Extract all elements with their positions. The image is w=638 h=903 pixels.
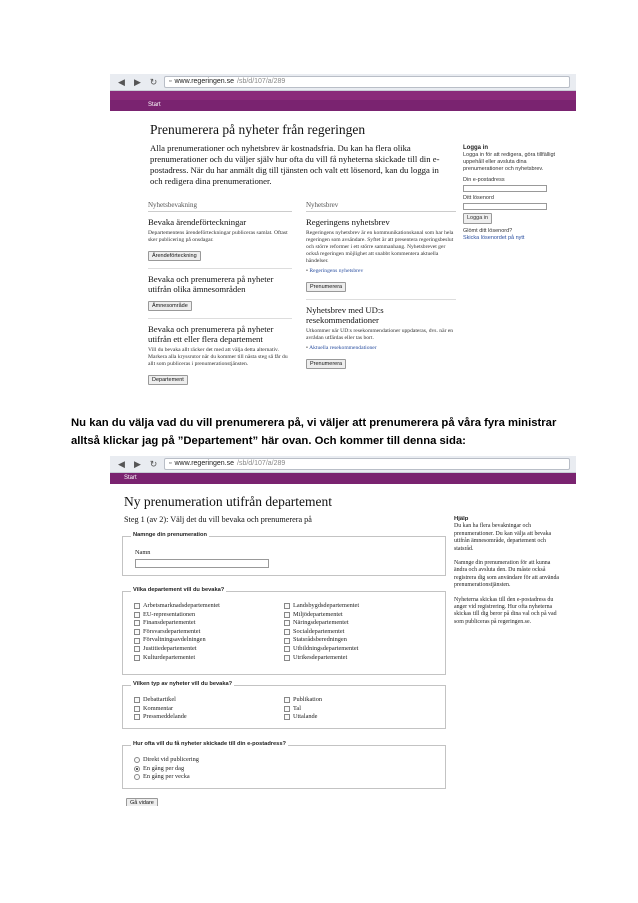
login-title: Logga in [463,145,488,151]
option-label: Kommentar [143,704,174,712]
option-label: Justitiedepartementet [143,644,197,652]
checkbox[interactable] [134,620,140,626]
department-button[interactable]: Departement [148,375,188,385]
newsletter-link[interactable]: • Regeringens nyhetsbrev [306,268,364,274]
block-text: Departementens ärendeförteckningar publiceras samlat. Oftast sker publicering på onsdagar. [148,230,288,243]
news-monitoring-column [148,201,292,386]
option-label: Arbetsmarknadsdepartementet [143,602,220,609]
nav-start[interactable]: Start [110,473,576,484]
name-input[interactable] [135,559,269,568]
option-label: Finansdepartementet [143,619,196,627]
address-bar[interactable] [164,76,570,88]
nav-start[interactable]: Start [110,100,576,111]
page-icon: ▫ [169,78,172,85]
checkbox-option[interactable] [134,636,284,645]
address-bar[interactable] [164,458,570,470]
column-header: Nyhetsbrev [306,201,456,212]
divider [148,318,292,319]
password-label: Ditt lösenord [463,195,494,201]
radio-button[interactable] [134,766,140,772]
url-host: www.regeringen.se [174,78,235,85]
help-paragraph: Nyheterna skickas till den e-postadress du anger vid registrering. Hur ofta nyheterna skickas till dig beror på dina val och på vad som publiceras på regeringen.se. [454,596,557,625]
radio-button[interactable] [134,757,140,763]
checkbox[interactable] [284,620,290,626]
checkbox-option[interactable] [284,645,434,654]
checkbox-option[interactable] [134,645,284,654]
checkbox-option[interactable] [134,619,284,628]
news-type-list-left [134,696,284,722]
checkbox[interactable] [284,612,290,618]
help-title: Hjälp [454,516,469,522]
block-text: Regeringens nyhetsbrev är en kommunikationskanal som har hela regeringen som avsändare. Syftet är att presentera regeringsbeslut och större reformer i ett större sammanhang. Nyhetsbrevet ger också regeringen möjlighet att snabbt kommentera aktuella händelser. [306,230,454,264]
option-label: Statsrådsberedningen [293,636,347,644]
browser-toolbar [110,456,576,473]
help-paragraph: Namnge din prenumeration för att kunna ändra och avsluta den. Du måste också registrera dig som användare för att använda prenumerationstjänsten. [454,560,560,589]
option-label: Utbildningsdepartementet [293,644,359,652]
checkbox-option[interactable] [284,628,434,637]
browser-toolbar [110,74,576,91]
checkbox-option[interactable] [134,696,284,705]
department-fieldset [122,587,446,675]
checkbox[interactable] [134,603,140,609]
checkbox[interactable] [284,706,290,712]
checkbox-option[interactable] [284,602,434,611]
checkbox[interactable] [284,714,290,720]
block-title: Regeringens nyhetsbrev [306,217,390,227]
page-title: Ny prenumeration utifrån departement [124,494,333,509]
forgot-password-text: Glömt ditt lösenord? [463,228,513,234]
email-label: Din e-postadress [463,177,505,183]
url-path: /sb/d/107/a/289 [237,460,286,467]
checkbox-option[interactable] [284,636,434,645]
reload-icon[interactable]: ↻ [149,458,158,469]
frequency-option[interactable] [134,756,199,765]
login-button[interactable]: Logga in [463,213,492,224]
checkbox-option[interactable] [284,696,434,705]
checkbox[interactable] [134,646,140,652]
divider [148,268,292,269]
subject-area-button[interactable]: Ämnesområde [148,301,192,311]
checkbox[interactable] [134,612,140,618]
email-field[interactable] [463,185,547,192]
option-label: EU-representationen [143,610,196,618]
login-text: Logga in för att redigera, göra tillfälligt uppehåll eller avsluta dina prenumerationer och nyhetsbrev. [463,152,556,172]
screenshot-subscription-start [110,74,576,386]
frequency-radios [134,756,199,782]
checkbox[interactable] [134,638,140,644]
checkbox-option[interactable] [134,602,284,611]
page-icon: ▫ [169,460,172,467]
checkbox-option[interactable] [284,705,434,714]
case-list-button[interactable]: Ärendeförteckning [148,251,201,261]
block-title: Bevaka och prenumerera på nyheter utifrån olika ämnesområden [148,274,274,294]
frequency-option[interactable] [134,765,199,774]
option-label: Uttalande [293,713,318,721]
checkbox-option[interactable] [284,713,434,722]
url-host: www.regeringen.se [174,460,235,467]
subscribe-button[interactable]: Prenumerera [306,282,346,292]
subscribe-button[interactable]: Prenumerera [306,359,346,369]
login-box [463,145,563,242]
next-button[interactable]: Gå vidare [126,798,158,806]
option-label: En gång per dag [143,764,185,772]
checkbox[interactable] [284,697,290,703]
checkbox[interactable] [134,629,140,635]
fieldset-legend: Hur ofta vill du få nyheter skickade till din e-postadress? [133,741,286,747]
checkbox-option[interactable] [284,619,434,628]
option-label: Debattartikel [143,696,176,703]
checkbox[interactable] [284,655,290,661]
radio-button[interactable] [134,774,140,780]
help-box [454,516,559,626]
back-icon[interactable]: ◀ [118,76,125,87]
option-label: Försvarsdepartementet [143,627,201,635]
news-type-checkboxes [134,696,434,722]
option-label: En gång per vecka [143,773,190,781]
checkbox[interactable] [134,697,140,703]
checkbox-option[interactable] [134,705,284,714]
frequency-option[interactable] [134,773,199,782]
forward-icon[interactable]: ▶ [134,458,141,469]
name-fieldset [122,532,446,576]
fieldset-legend: Vilken typ av nyheter vill du bevaka? [133,681,233,687]
block-title: Nyhetsbrev med UD:s resekommendationer [306,305,384,325]
checkbox[interactable] [284,629,290,635]
option-label: Pressmeddelande [143,713,187,721]
url-path: /sb/d/107/a/289 [237,78,286,85]
news-type-fieldset [122,681,446,729]
checkbox[interactable] [134,714,140,720]
checkbox-option[interactable] [134,713,284,722]
news-type-list-right [284,696,434,722]
block-title: Bevaka ärendeförteckningar [148,217,247,227]
fieldset-legend: Vilka departement vill du bevaka? [133,587,225,593]
checkbox[interactable] [134,706,140,712]
checkbox[interactable] [284,638,290,644]
checkbox[interactable] [284,603,290,609]
department-list-left [134,602,284,662]
option-label: Utrikesdepartementet [293,653,348,661]
reload-icon[interactable]: ↻ [149,76,158,87]
name-label: Namn [135,549,151,556]
frequency-fieldset [122,741,446,789]
option-label: Näringsdepartementet [293,619,349,627]
checkbox-option[interactable] [134,628,284,637]
resend-password-link[interactable]: Skicka lösenordet på nytt [463,235,525,241]
checkbox[interactable] [284,646,290,652]
back-icon[interactable]: ◀ [118,458,125,469]
option-label: Förvaltningsavdelningen [143,636,206,644]
help-paragraph: Du kan ha flera bevakningar och prenumerationer. Du kan välja att bevaka utifrån ämnesområde, departement och statsråd. [454,523,552,552]
department-checkboxes [134,602,434,662]
option-label: Landsbygdsdepartementet [293,602,360,609]
site-header [110,91,576,100]
option-label: Direkt vid publicering [143,756,199,763]
column-header: Nyhetsbevakning [148,201,292,212]
option-label: Socialdepartementet [293,627,345,635]
document-caption: Nu kan du välja vad du vill prenumerera på, vi väljer att prenumerera på våra fyra ministrar alltså klickar jag på ”Departement” här ovan. Och kommer till denna sida: [71,417,557,447]
password-field[interactable] [463,203,547,210]
checkbox-option[interactable] [134,654,284,663]
newsletter-column [306,201,456,370]
block-text: Utkommer när UD:s resekommendationer uppdateras, dvs. när en avrådan utfärdas eller tas bort. [306,328,454,341]
step-title: Steg 1 (av 2): Välj det du vill bevaka och prenumerera på [124,515,312,524]
page-title: Prenumerera på nyheter från regeringen [150,122,366,137]
option-label: Miljödepartementet [293,610,343,618]
option-label: Publikation [293,696,323,703]
block-text: Vill du bevaka allt räcker det med att välja detta alternativ. Markera alla kryssrutor när du kommer till nästa steg så får du allt som publiceras i prenumerationstjänsten. [148,347,288,367]
divider [306,299,456,300]
block-title: Bevaka och prenumerera på nyheter utifrån ett eller flera departement [148,324,274,344]
checkbox-option[interactable] [134,611,284,620]
department-list-right [284,602,434,662]
checkbox-option[interactable] [284,611,434,620]
checkbox[interactable] [134,655,140,661]
option-label: Tal [293,704,301,712]
screenshot-new-subscription [110,456,576,806]
option-label: Kulturdepartementet [143,653,196,661]
intro-text: Alla prenumerationer och nyhetsbrev är kostnadsfria. Du kan ha flera olika prenumerationer och du väljer själv hur ofta du vill få nyheterna skickade till din e-postadress. När du har anmält dig till tjänsten och valt ett lösenord, kan du logga in och redigera dina prenumerationer. [150,143,440,186]
fieldset-legend: Namnge din prenumeration [133,532,207,538]
travel-advice-link[interactable]: • Aktuella resekommendationer [306,345,377,351]
checkbox-option[interactable] [284,654,434,663]
forward-icon[interactable]: ▶ [134,76,141,87]
